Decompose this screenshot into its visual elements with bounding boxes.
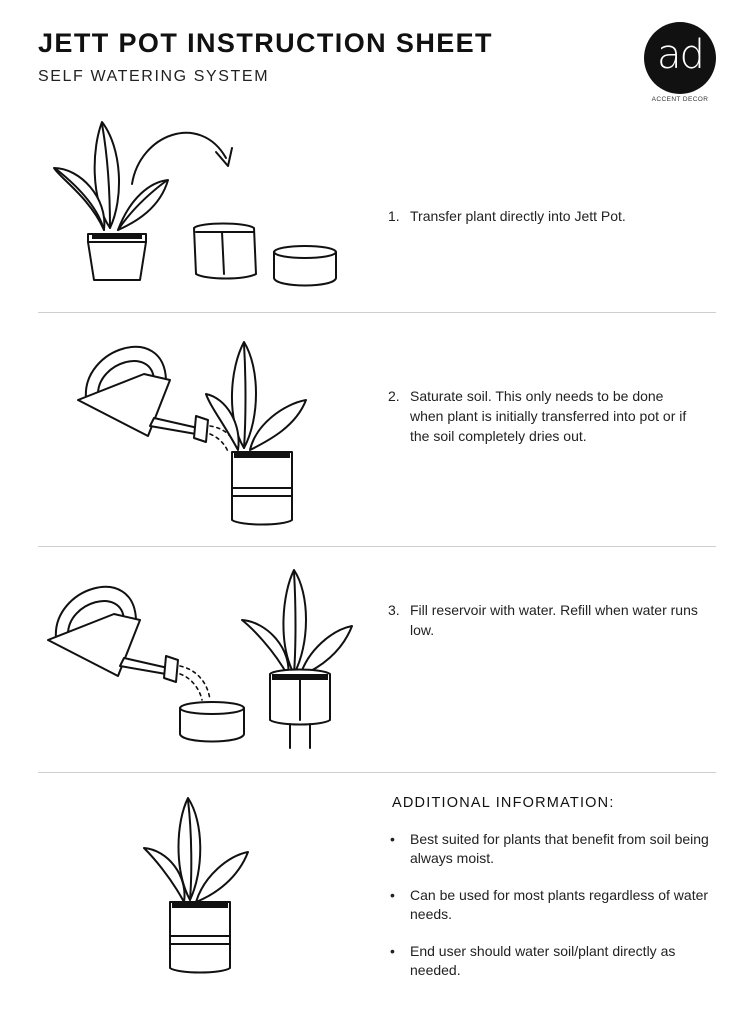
additional-info-illustration	[140, 794, 260, 984]
step-text: Fill reservoir with water. Refill when water runs low.	[410, 602, 698, 638]
bullet-icon: •	[390, 831, 395, 847]
section-divider	[38, 546, 716, 547]
step-2	[388, 386, 698, 446]
bullet-icon: •	[390, 887, 395, 903]
step-text: Saturate soil. This only needs to be done when plant is initially transferred into pot or if the soil completely dries out.	[410, 388, 687, 444]
list-item	[390, 886, 710, 924]
list-item-text: End user should water soil/plant directly as needed.	[410, 943, 676, 978]
step-number: 2.	[388, 388, 400, 404]
page-subtitle: SELF WATERING SYSTEM	[38, 68, 270, 85]
additional-info-heading: ADDITIONAL INFORMATION:	[392, 795, 615, 811]
step-number: 3.	[388, 602, 400, 618]
section-divider	[38, 772, 716, 773]
additional-info-list	[390, 830, 710, 998]
list-item-text: Best suited for plants that benefit from soil being always moist.	[410, 831, 709, 866]
step-1-illustration	[50, 118, 350, 298]
step-3-illustration	[42, 566, 362, 756]
step-2-illustration	[74, 328, 324, 528]
step-number: 1.	[388, 208, 400, 224]
logo-caption: ACCENT DECOR	[651, 96, 709, 103]
logo-mark: ad	[657, 32, 703, 78]
step-1	[388, 206, 698, 226]
section-divider	[38, 312, 716, 313]
list-item	[390, 830, 710, 868]
list-item	[390, 942, 710, 980]
step-3	[388, 600, 698, 640]
list-item-text: Can be used for most plants regardless of water needs.	[410, 887, 709, 922]
step-text: Transfer plant directly into Jett Pot.	[410, 208, 626, 224]
bullet-icon: •	[390, 943, 395, 959]
accent-decor-logo	[644, 22, 716, 94]
page-title: JETT POT INSTRUCTION SHEET	[38, 28, 493, 58]
